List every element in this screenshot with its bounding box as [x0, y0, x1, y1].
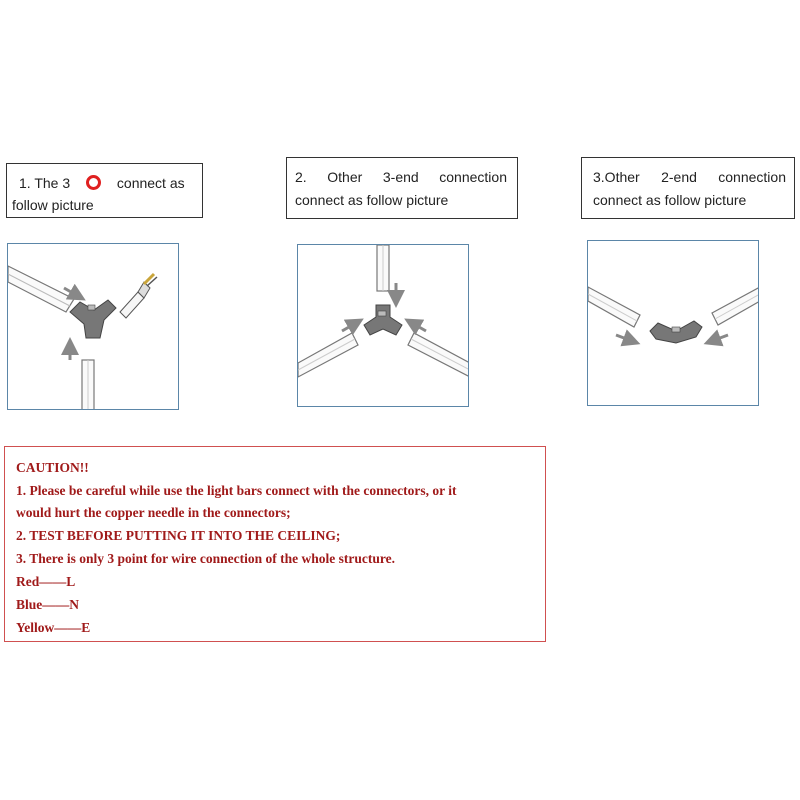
caution-item-1-line-2: would hurt the copper needle in the connectors;	[16, 505, 291, 520]
y-connector-diagram	[8, 244, 179, 410]
caution-item-3: 3. There is only 3 point for wire connection of the whole structure.	[16, 551, 395, 566]
caution-title: CAUTION!!	[16, 460, 89, 475]
two-end-diagram	[588, 241, 759, 406]
caution-item-1-line-1: 1. Please be careful while use the light bars connect with the connectors, or it	[16, 483, 457, 498]
arrow-icon	[712, 335, 728, 341]
caption-2-line-2: connect as follow picture	[295, 192, 449, 208]
y-connector	[70, 300, 116, 338]
light-bar-right	[408, 333, 469, 377]
wire-blue: Blue——N	[16, 597, 80, 612]
arrow-icon	[616, 335, 632, 341]
three-way-diagram	[298, 245, 469, 407]
angle-connector	[650, 321, 702, 343]
caption-1-line-1	[19, 172, 192, 194]
light-bar-left	[588, 287, 640, 327]
caption-box-1	[6, 163, 203, 218]
light-bar-top	[377, 245, 389, 291]
caption-2-line-1: 2. Other 3-end connection	[295, 169, 507, 185]
caption-3-line-2: connect as follow picture	[593, 192, 747, 208]
caption-3-line-1: 3.Other 2-end connection	[593, 169, 786, 185]
arrow-icon	[342, 323, 356, 331]
diagram-panel-2	[297, 244, 469, 407]
caption-box-3	[581, 157, 795, 219]
caption-1-line-2: follow picture	[12, 197, 94, 213]
caption-box-2	[286, 157, 518, 219]
caption-1-post: connect as	[116, 175, 185, 191]
light-bar-right	[712, 287, 759, 325]
red-ring-icon	[86, 175, 101, 190]
wire-red: Red——L	[16, 574, 76, 589]
caution-item-2: 2. TEST BEFORE PUTTING IT INTO THE CEILING;	[16, 528, 341, 543]
t-connector	[364, 305, 402, 335]
wire-yellow: Yellow——E	[16, 620, 91, 635]
caption-1-pre: 1. The 3	[19, 175, 71, 191]
light-bar-bottom	[82, 360, 94, 410]
wire-plug	[120, 274, 157, 318]
caution-box	[4, 446, 546, 642]
arrow-icon	[412, 323, 426, 331]
diagram-panel-1	[7, 243, 179, 410]
diagram-panel-3	[587, 240, 759, 406]
light-bar-left	[298, 333, 358, 377]
